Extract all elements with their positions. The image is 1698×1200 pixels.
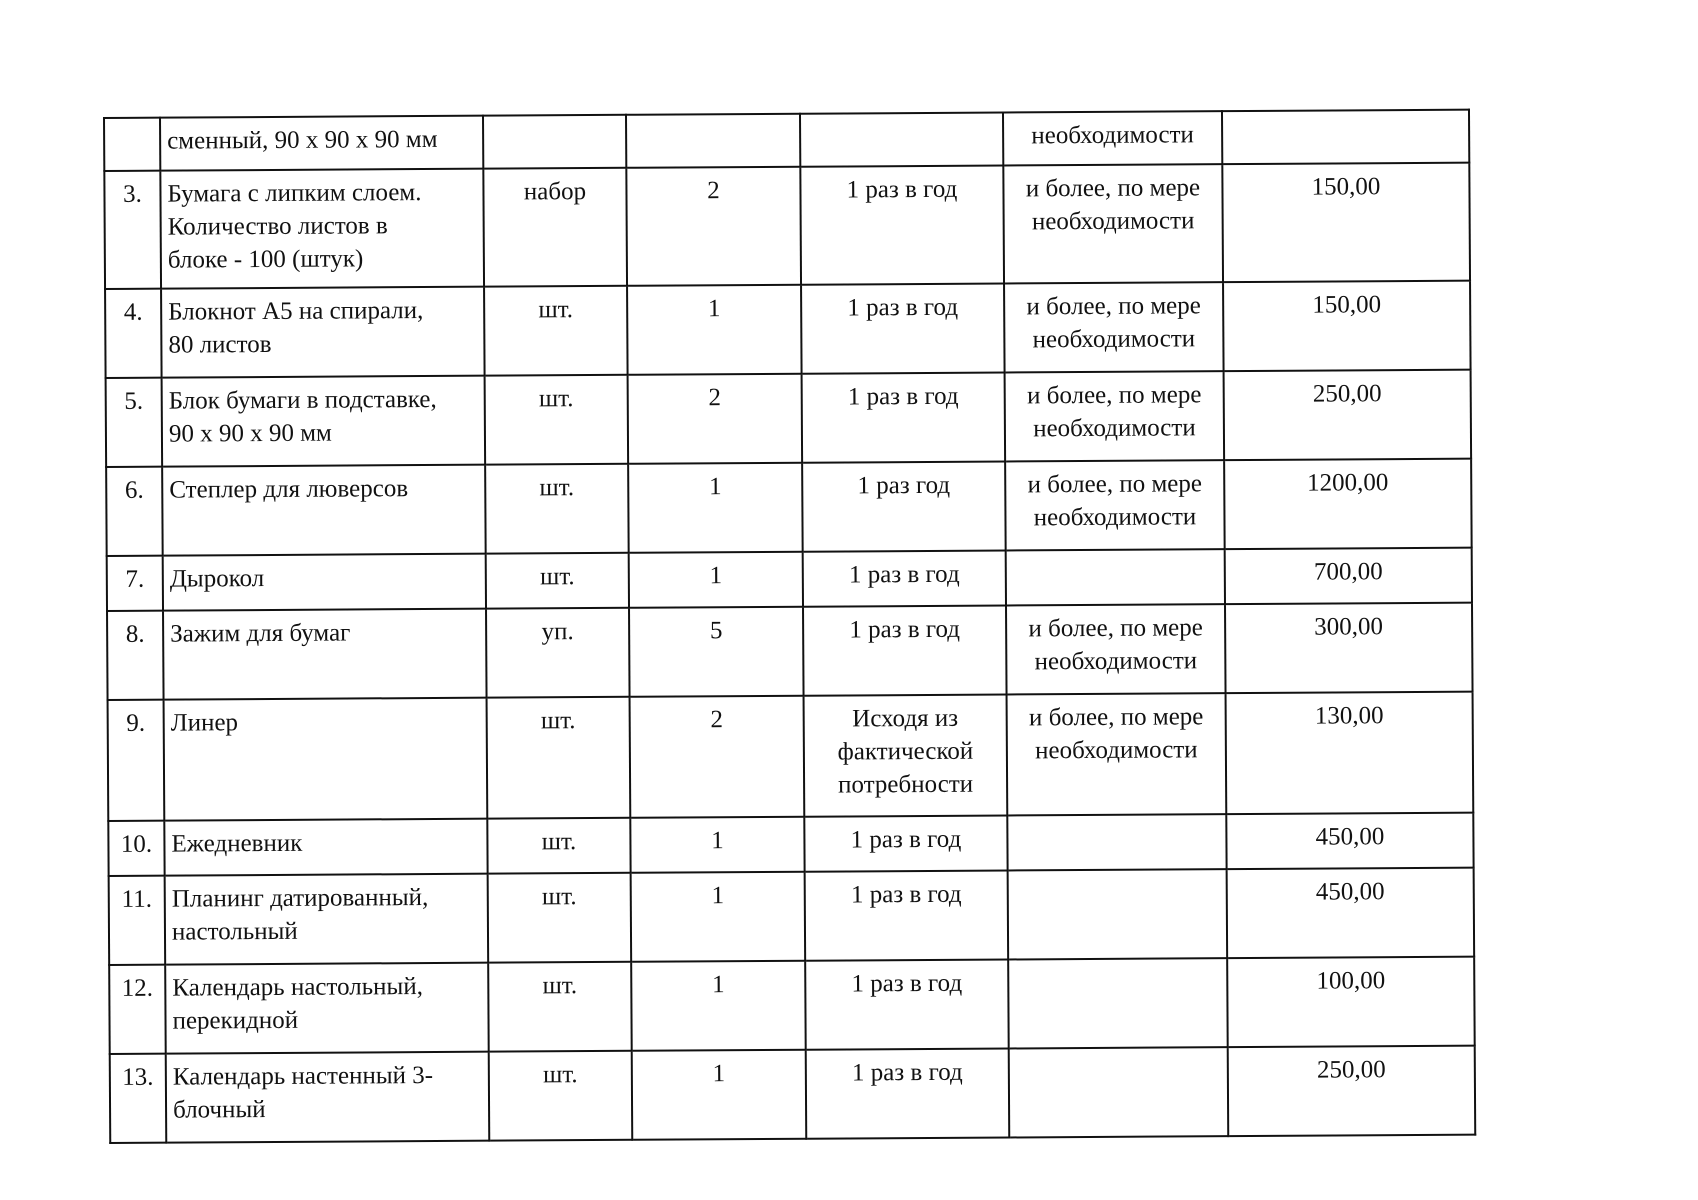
frequency-cell-text: 1 раз в год (851, 969, 963, 998)
frequency-cell (803, 550, 1006, 606)
quantity-cell (632, 1050, 807, 1140)
frequency-cell-text: 1 раз в год (851, 1058, 963, 1087)
unit-cell-text: шт. (542, 972, 578, 1000)
note-cell-text (1016, 1054, 1221, 1055)
unit-cell-text: шт. (542, 1061, 578, 1089)
quantity-cell-text: 1 (712, 1060, 726, 1088)
note-cell (1003, 164, 1223, 283)
row-number-cell-text: 5. (124, 387, 144, 415)
note-cell (1004, 282, 1224, 372)
item-name-cell (164, 819, 487, 876)
row-number-cell (106, 467, 163, 556)
row-number-cell-text: 7. (125, 565, 145, 593)
row-number-cell-text: 10. (120, 830, 153, 858)
frequency-cell-text: 1 раз в год (848, 560, 960, 589)
table-row (104, 110, 1469, 171)
table-row (109, 868, 1475, 965)
item-name-cell-text: Ежедневник (171, 829, 303, 858)
unit-cell-text: шт. (540, 707, 576, 735)
row-number-cell (106, 378, 163, 467)
quantity-cell-text: 1 (708, 473, 722, 501)
price-cell-text: 700,00 (1313, 558, 1383, 586)
price-cell (1228, 1046, 1476, 1137)
item-name-cell-text: Планинг датированный, настольный (171, 884, 429, 946)
unit-cell (488, 962, 632, 1052)
row-number-cell-text: 9. (126, 709, 146, 737)
price-cell (1224, 370, 1472, 461)
item-name-cell (162, 465, 486, 556)
unit-cell-text: шт. (538, 385, 574, 413)
unit-cell (483, 115, 626, 169)
price-cell (1222, 163, 1470, 283)
price-cell-text: 250,00 (1312, 380, 1382, 408)
table-row (110, 1046, 1476, 1143)
table-row (107, 603, 1473, 700)
unit-cell-text: уп. (541, 618, 574, 646)
item-name-cell-text: сменный, 90 х 90 х 90 мм (167, 125, 438, 155)
frequency-cell-text (807, 120, 996, 121)
frequency-cell (800, 166, 1004, 285)
price-cell (1226, 692, 1474, 815)
price-cell-text (1229, 117, 1462, 118)
quantity-cell-text: 1 (707, 295, 721, 323)
price-cell-text: 450,00 (1315, 823, 1385, 851)
note-cell (1005, 371, 1225, 461)
row-number-cell (110, 1054, 167, 1143)
frequency-cell (804, 815, 1007, 871)
item-name-cell (164, 698, 488, 821)
table-row (107, 548, 1472, 611)
table-row (105, 281, 1471, 378)
note-cell-text: необходимости (1031, 121, 1194, 150)
price-cell-text: 1200,00 (1307, 469, 1389, 497)
quantity-cell-text: 2 (710, 706, 724, 734)
price-cell-text: 130,00 (1314, 702, 1384, 730)
frequency-cell-text: Исходя из фактической потребности (837, 704, 974, 799)
unit-cell (484, 286, 628, 376)
price-cell (1227, 957, 1475, 1048)
frequency-cell-text: 1 раз в год (850, 825, 962, 854)
item-name-cell-text: Блок бумаги в подставке, 90 х 90 х 90 мм (168, 385, 437, 448)
price-cell-text: 250,00 (1316, 1056, 1386, 1084)
quantity-cell-text (633, 121, 793, 122)
frequency-cell (805, 870, 1009, 960)
row-number-cell-text: 11. (121, 885, 153, 913)
unit-cell (485, 464, 629, 554)
row-number-cell (108, 700, 165, 821)
frequency-cell-text: 1 раз в год (849, 615, 961, 644)
note-cell (1009, 1047, 1229, 1137)
price-cell (1222, 110, 1469, 165)
frequency-cell (801, 283, 1005, 373)
unit-cell-text: набор (523, 178, 587, 206)
frequency-cell (802, 372, 1006, 462)
note-cell (1006, 604, 1226, 694)
item-name-cell (163, 609, 487, 700)
note-cell (1005, 460, 1225, 550)
unit-cell (487, 818, 630, 874)
unit-cell-text: шт. (541, 828, 577, 856)
item-name-cell-text: Дырокол (169, 565, 265, 593)
note-cell-text (1015, 965, 1220, 966)
quantity-cell (629, 552, 803, 608)
unit-cell (486, 608, 630, 698)
item-name-cell-text: Календарь настенный 3- блочный (172, 1062, 434, 1124)
price-cell (1224, 459, 1472, 550)
quantity-cell (628, 374, 803, 464)
unit-cell-text: шт. (539, 474, 575, 502)
note-cell-text: и более, по мере необходимости (1026, 292, 1201, 354)
unit-cell-text: шт. (539, 563, 575, 591)
unit-cell-text: шт. (541, 883, 577, 911)
frequency-cell (805, 959, 1009, 1049)
row-number-cell-text: 12. (121, 974, 154, 1002)
frequency-cell (804, 694, 1008, 816)
row-number-cell (105, 289, 162, 378)
quantity-cell-text: 1 (711, 882, 725, 910)
table-row (108, 813, 1473, 876)
item-name-cell-text: Зажим для бумаг (170, 619, 351, 648)
quantity-cell (628, 463, 803, 553)
frequency-cell-text: 1 раз в год (847, 382, 959, 411)
quantity-cell (631, 961, 806, 1051)
row-number-cell (104, 118, 160, 171)
item-name-cell (166, 1052, 490, 1143)
frequency-cell (802, 461, 1006, 551)
note-cell-text: и более, по мере необходимости (1025, 174, 1201, 236)
note-cell-text: и более, по мере необходимости (1027, 470, 1203, 532)
price-cell-text: 100,00 (1316, 967, 1386, 995)
frequency-cell-text: 1 раз в год (850, 880, 962, 909)
item-name-cell (163, 554, 486, 611)
row-number-cell-text: 8. (125, 620, 145, 648)
row-number-cell (107, 611, 164, 700)
price-cell (1226, 813, 1473, 870)
price-cell-text: 150,00 (1312, 291, 1382, 319)
note-cell (1006, 549, 1225, 605)
frequency-cell (806, 1048, 1010, 1138)
item-name-cell-text: Линер (170, 709, 239, 737)
quantity-cell (626, 167, 801, 286)
note-cell-text: и более, по мере необходимости (1026, 381, 1202, 443)
quantity-cell-text: 1 (711, 827, 724, 855)
row-number-cell (109, 965, 166, 1054)
unit-cell (485, 375, 629, 465)
unit-cell (487, 697, 631, 819)
item-name-cell (160, 169, 484, 289)
quantity-cell-text: 5 (709, 617, 723, 645)
frequency-cell-text: 1 раз в год (846, 175, 958, 204)
note-cell (1008, 869, 1228, 959)
row-number-cell (107, 556, 163, 611)
row-number-cell (108, 821, 164, 876)
table-row (106, 370, 1472, 467)
note-cell (1008, 958, 1228, 1048)
supply-norms-table (103, 109, 1476, 1144)
frequency-cell-text: 1 раз в год (847, 293, 959, 322)
unit-cell (483, 168, 627, 287)
unit-cell (488, 873, 632, 963)
quantity-cell (631, 872, 806, 962)
note-cell-text (1013, 556, 1218, 557)
item-name-cell (162, 376, 486, 467)
note-cell-text: и более, по мере необходимости (1028, 703, 1204, 765)
item-name-cell-text: Блокнот А5 на спирали, 80 листов (168, 297, 424, 359)
note-cell-text: и более, по мере необходимости (1028, 614, 1203, 676)
quantity-cell-text: 1 (711, 971, 725, 999)
quantity-cell-text: 2 (708, 384, 722, 412)
frequency-cell (800, 113, 1003, 167)
item-name-cell (165, 874, 489, 965)
frequency-cell-text: 1 раз год (857, 471, 951, 500)
price-cell-text: 150,00 (1311, 173, 1381, 201)
price-cell (1227, 868, 1475, 959)
note-cell (1007, 814, 1226, 870)
quantity-cell (629, 607, 804, 697)
quantity-cell (630, 696, 805, 818)
row-number-cell-text: 4. (123, 298, 143, 326)
price-cell (1225, 603, 1473, 694)
quantity-cell (627, 285, 802, 375)
table-row (109, 957, 1475, 1054)
row-number-cell-text: 13. (122, 1063, 154, 1091)
unit-cell (486, 553, 629, 609)
item-name-cell-text: Бумага с липким слоем. Количество листов в блоке - 100 (штук) (167, 179, 422, 274)
price-cell-text: 450,00 (1315, 878, 1385, 906)
row-number-cell (104, 171, 161, 289)
quantity-cell-text: 2 (707, 177, 720, 205)
quantity-cell-text: 1 (709, 562, 723, 590)
price-cell (1223, 281, 1471, 372)
item-name-cell-text: Календарь настольный, перекидной (172, 973, 424, 1035)
row-number-cell (109, 876, 166, 965)
price-cell-text: 300,00 (1314, 613, 1384, 641)
row-number-cell-text: 3. (123, 180, 142, 208)
note-cell (1003, 111, 1222, 165)
note-cell-text (1015, 876, 1220, 877)
price-cell (1225, 548, 1472, 605)
table-row (106, 459, 1472, 556)
unit-cell-text (490, 122, 619, 123)
item-name-cell (165, 963, 489, 1054)
unit-cell (489, 1051, 633, 1141)
item-name-cell-text: Степлер для люверсов (169, 475, 409, 504)
table-row (108, 692, 1474, 821)
note-cell (1007, 693, 1227, 815)
unit-cell-text: шт. (538, 296, 574, 324)
table-body (104, 110, 1475, 1143)
table-row (104, 163, 1470, 289)
item-name-cell (160, 116, 483, 171)
item-name-cell (161, 287, 485, 378)
frequency-cell (803, 605, 1007, 695)
row-number-cell-text: 6. (124, 476, 144, 504)
note-cell-text (1014, 821, 1219, 822)
quantity-cell (626, 114, 800, 168)
quantity-cell (630, 817, 804, 873)
